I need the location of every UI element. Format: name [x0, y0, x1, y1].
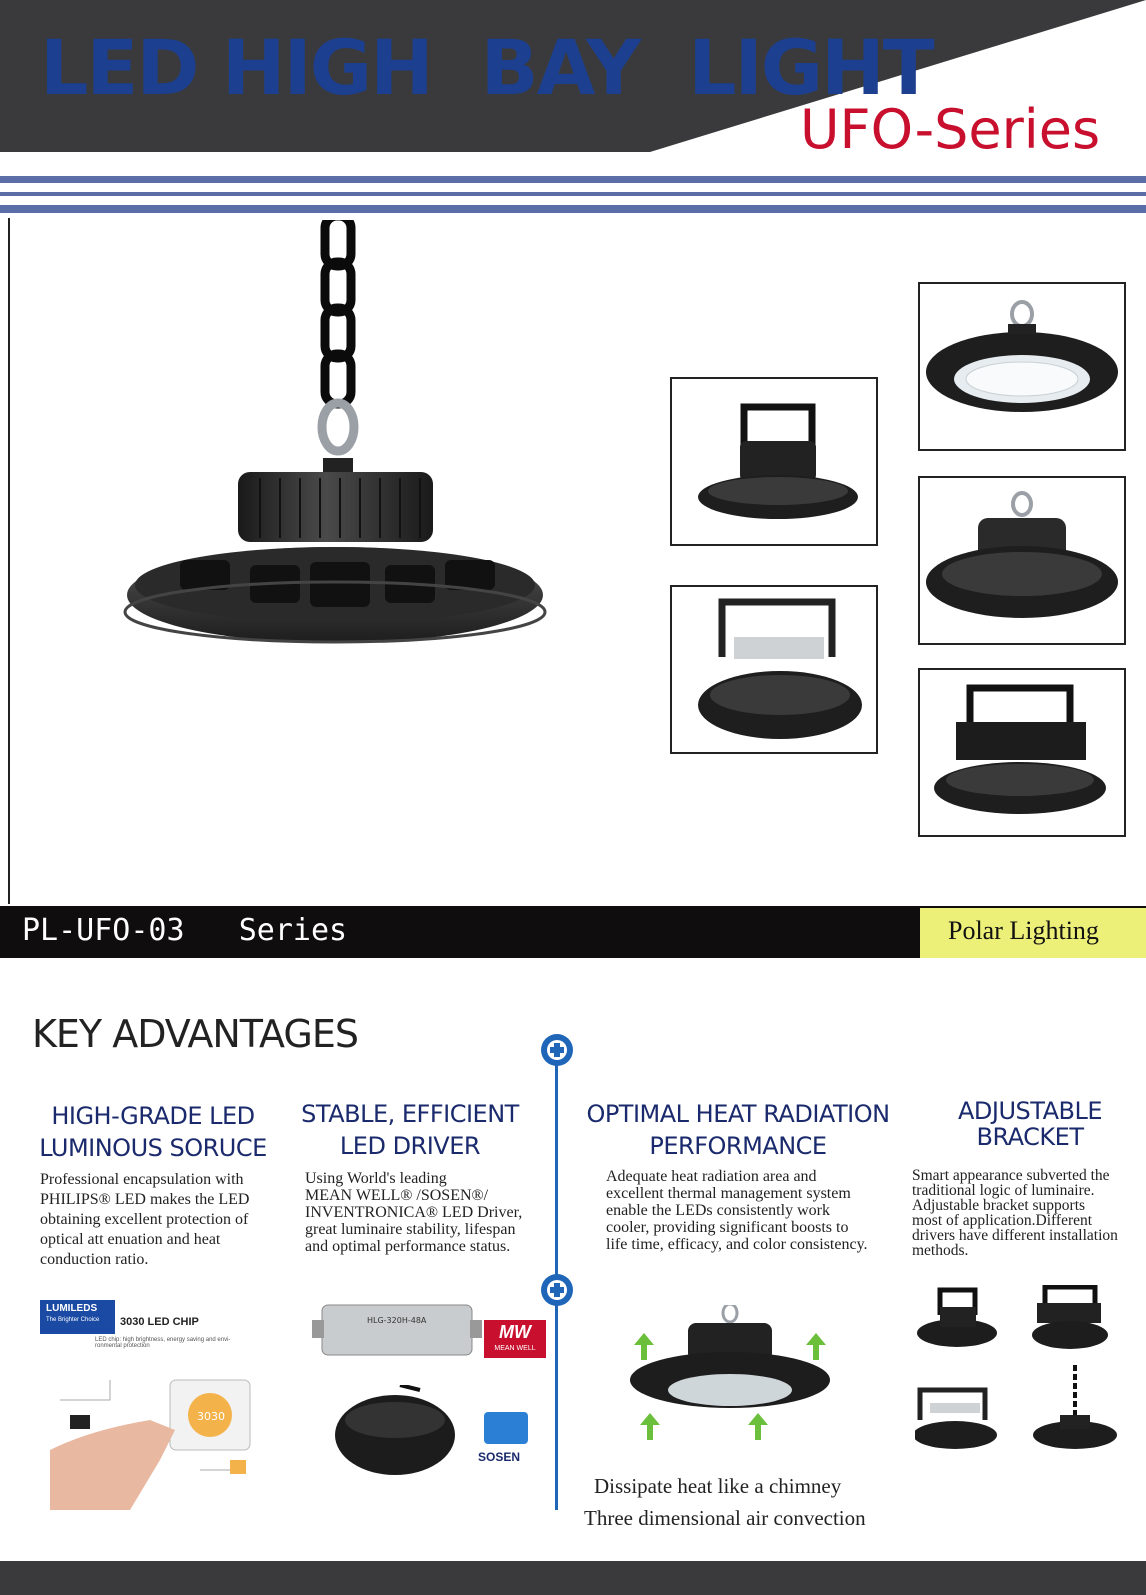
driver-model-label: HLG-320H-48A: [367, 1316, 427, 1325]
divider-stripe: [0, 176, 1146, 183]
driver-image: [312, 1295, 482, 1365]
advantage-heading-driver: STABLE, EFFICIENT LED DRIVER: [301, 1100, 519, 1160]
meanwell-logo: MW MEAN WELL: [484, 1320, 546, 1358]
page-title: LED HIGH BAY LIGHT: [40, 23, 933, 112]
advantage-heading-led: HIGH-GRADE LED LUMINOUS SORUCE: [39, 1102, 267, 1162]
key-advantages-title: KEY ADVANTAGES: [32, 1012, 358, 1056]
advantage-text-led: Professional encapsulation with PHILIPS® LED makes the LED obtaining excellent protection of optical att enuation and heat conduction ratio.: [40, 1171, 250, 1268]
lumileds-logo: LUMILEDS The Brighter Choice: [40, 1300, 115, 1334]
advantage-text-heat: Adequate heat radiation area and excellent thermal management system enable the LEDs consistently work cooler, providing significant boosts to life time, efficacy, and color consistency.: [606, 1168, 868, 1253]
advantage-text-bracket: Smart appearance subverted the traditional logic of luminaire. Adjustable bracket supports most of application.Different drivers have different installation methods.: [912, 1167, 1118, 1259]
brand-name: Polar Lighting: [948, 916, 1099, 945]
plus-icon: [541, 1034, 573, 1066]
thumbnail-bracket-box-driver: [918, 668, 1126, 837]
main-product-image: [120, 220, 560, 660]
round-driver-image: [330, 1385, 460, 1485]
heat-caption-1: Dissipate heat like a chimney: [594, 1474, 842, 1498]
thumbnail-bracket-front: [670, 377, 878, 546]
divider-stripe: [0, 205, 1146, 213]
advantage-heading-bracket: ADJUSTABLE BRACKET: [958, 1097, 1102, 1151]
series-subtitle: UFO-Series: [800, 98, 1101, 161]
heat-caption-2: Three dimensional air convection: [584, 1506, 866, 1530]
thumbnail-bottom-view: [918, 282, 1126, 451]
advantage-heading-heat: OPTIMAL HEAT RADIATION PERFORMANCE: [586, 1100, 890, 1160]
bracket-variants-image: [915, 1285, 1135, 1465]
chip-description: LED chip: high brightness, energy saving and envi-ronmental protection: [95, 1337, 231, 1349]
sosen-logo-icon: [484, 1412, 528, 1444]
chip-label: 3030 LED CHIP: [120, 1316, 199, 1328]
heat-convection-image: [620, 1305, 840, 1455]
divider-stripe: [0, 192, 1146, 196]
thumbnail-side-view: [918, 476, 1126, 645]
plus-icon: [541, 1274, 573, 1306]
thumbnail-bracket-driver: [670, 585, 878, 754]
footer-band: [0, 1561, 1146, 1595]
advantage-text-driver: Using World's leading MEAN WELL® /SOSEN®/ INVENTRONICA® LED Driver, great luminaire stability, lifespan and optimal performance status.: [305, 1170, 523, 1255]
series-label: PL-UFO-03 Series: [22, 913, 348, 948]
led-chip-hand-image: [50, 1360, 270, 1510]
chip-mark: 3030: [197, 1410, 225, 1423]
sosen-logo-text: SOSEN: [478, 1450, 521, 1464]
